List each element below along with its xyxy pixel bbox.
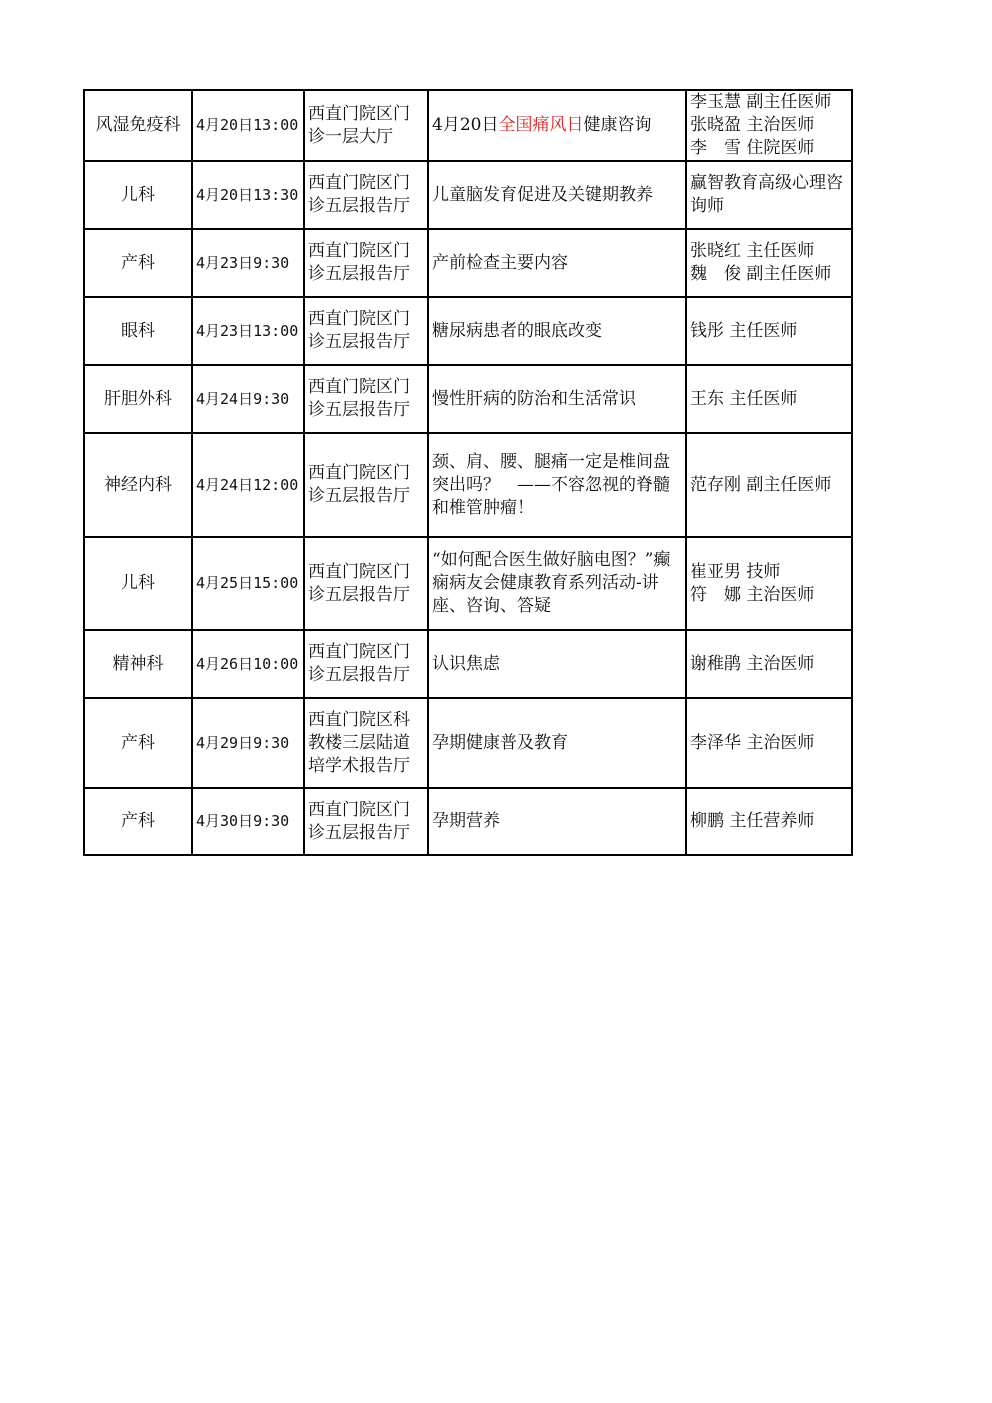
speaker-line: 谢稚鹃 主治医师 — [690, 653, 815, 674]
speaker-cell — [686, 229, 852, 297]
dept-cell: 风湿免疫科 — [84, 90, 192, 161]
speaker-line: 范存刚 副主任医师 — [690, 474, 832, 495]
place-cell: 西直门院区门诊五层报告厅 — [304, 229, 428, 297]
dept-cell: 儿科 — [84, 537, 192, 630]
time-cell: 4月26日10:00 — [192, 630, 304, 698]
time-cell: 4月23日13:00 — [192, 297, 304, 365]
time-cell: 4月24日9:30 — [192, 365, 304, 433]
speaker-cell — [686, 433, 852, 537]
speaker-line: 赢智教育高级心理咨询师 — [690, 173, 843, 216]
table-row — [84, 698, 852, 788]
dept-cell: 产科 — [84, 788, 192, 855]
time-cell: 4月24日12:00 — [192, 433, 304, 537]
speaker-cell — [686, 365, 852, 433]
speaker-line: 崔亚男 技师 — [690, 561, 781, 582]
topic-date: 4月20日 — [432, 115, 499, 135]
speaker-line: 李 雪 住院医师 — [690, 138, 815, 158]
time-cell: 4月20日13:00 — [192, 90, 304, 161]
topic-rest: 健康咨询 — [583, 115, 652, 135]
speaker-cell — [686, 630, 852, 698]
table-row — [84, 229, 852, 297]
dept-cell: 眼科 — [84, 297, 192, 365]
speaker-cell — [686, 161, 852, 229]
table-row — [84, 788, 852, 855]
topic-cell: 产前检查主要内容 — [428, 229, 686, 297]
place-cell: 西直门院区门诊一层大厅 — [304, 90, 428, 161]
table-row — [84, 537, 852, 630]
table-row — [84, 161, 852, 229]
time-cell: 4月30日9:30 — [192, 788, 304, 855]
speaker-cell — [686, 90, 852, 161]
topic-cell: 孕期营养 — [428, 788, 686, 855]
speaker-line: 张晓红 主任医师 — [690, 241, 815, 261]
table-row — [84, 433, 852, 537]
dept-cell: 产科 — [84, 229, 192, 297]
schedule-table — [83, 89, 853, 856]
speaker-line: 李泽华 主治医师 — [690, 732, 815, 753]
table-row — [84, 365, 852, 433]
dept-cell: 神经内科 — [84, 433, 192, 537]
topic-cell: 糖尿病患者的眼底改变 — [428, 297, 686, 365]
speaker-line: 钱彤 主任医师 — [690, 320, 798, 341]
place-cell: 西直门院区科教楼三层陆道培学术报告厅 — [304, 698, 428, 788]
topic-cell: 孕期健康普及教育 — [428, 698, 686, 788]
speaker-line: 李玉慧 副主任医师 — [690, 92, 832, 112]
speaker-line: 魏 俊 副主任医师 — [690, 264, 832, 284]
table-row — [84, 297, 852, 365]
topic-cell: 认识焦虑 — [428, 630, 686, 698]
speaker-line: 王东 主任医师 — [690, 388, 798, 409]
time-cell: 4月25日15:00 — [192, 537, 304, 630]
time-cell: 4月29日9:30 — [192, 698, 304, 788]
topic-cell: 慢性肝病的防治和生活常识 — [428, 365, 686, 433]
speaker-cell — [686, 788, 852, 855]
speaker-cell — [686, 297, 852, 365]
place-cell: 西直门院区门诊五层报告厅 — [304, 433, 428, 537]
place-cell: 西直门院区门诊五层报告厅 — [304, 161, 428, 229]
topic-cell: 颈、肩、腰、腿痛一定是椎间盘突出吗？ ——不容忽视的脊髓和椎管肿瘤！ — [428, 433, 686, 537]
dept-cell: 精神科 — [84, 630, 192, 698]
place-cell: 西直门院区门诊五层报告厅 — [304, 365, 428, 433]
place-cell: 西直门院区门诊五层报告厅 — [304, 788, 428, 855]
topic-highlight: 全国痛风日 — [498, 115, 584, 135]
topic-cell — [428, 90, 686, 161]
speaker-cell — [686, 698, 852, 788]
place-cell: 西直门院区门诊五层报告厅 — [304, 537, 428, 630]
topic-cell: 儿童脑发育促进及关键期教养 — [428, 161, 686, 229]
dept-cell: 产科 — [84, 698, 192, 788]
speaker-line: 符 娜 主治医师 — [690, 584, 815, 605]
speaker-line: 张晓盈 主治医师 — [690, 115, 815, 135]
time-cell: 4月23日9:30 — [192, 229, 304, 297]
speaker-line: 柳鹏 主任营养师 — [690, 811, 815, 831]
table-row — [84, 90, 852, 161]
table-row — [84, 630, 852, 698]
dept-cell: 儿科 — [84, 161, 192, 229]
place-cell: 西直门院区门诊五层报告厅 — [304, 630, 428, 698]
time-cell: 4月20日13:30 — [192, 161, 304, 229]
place-cell: 西直门院区门诊五层报告厅 — [304, 297, 428, 365]
topic-cell: “如何配合医生做好脑电图？”癫痫病友会健康教育系列活动-讲座、咨询、答疑 — [428, 537, 686, 630]
speaker-cell — [686, 537, 852, 630]
dept-cell: 肝胆外科 — [84, 365, 192, 433]
